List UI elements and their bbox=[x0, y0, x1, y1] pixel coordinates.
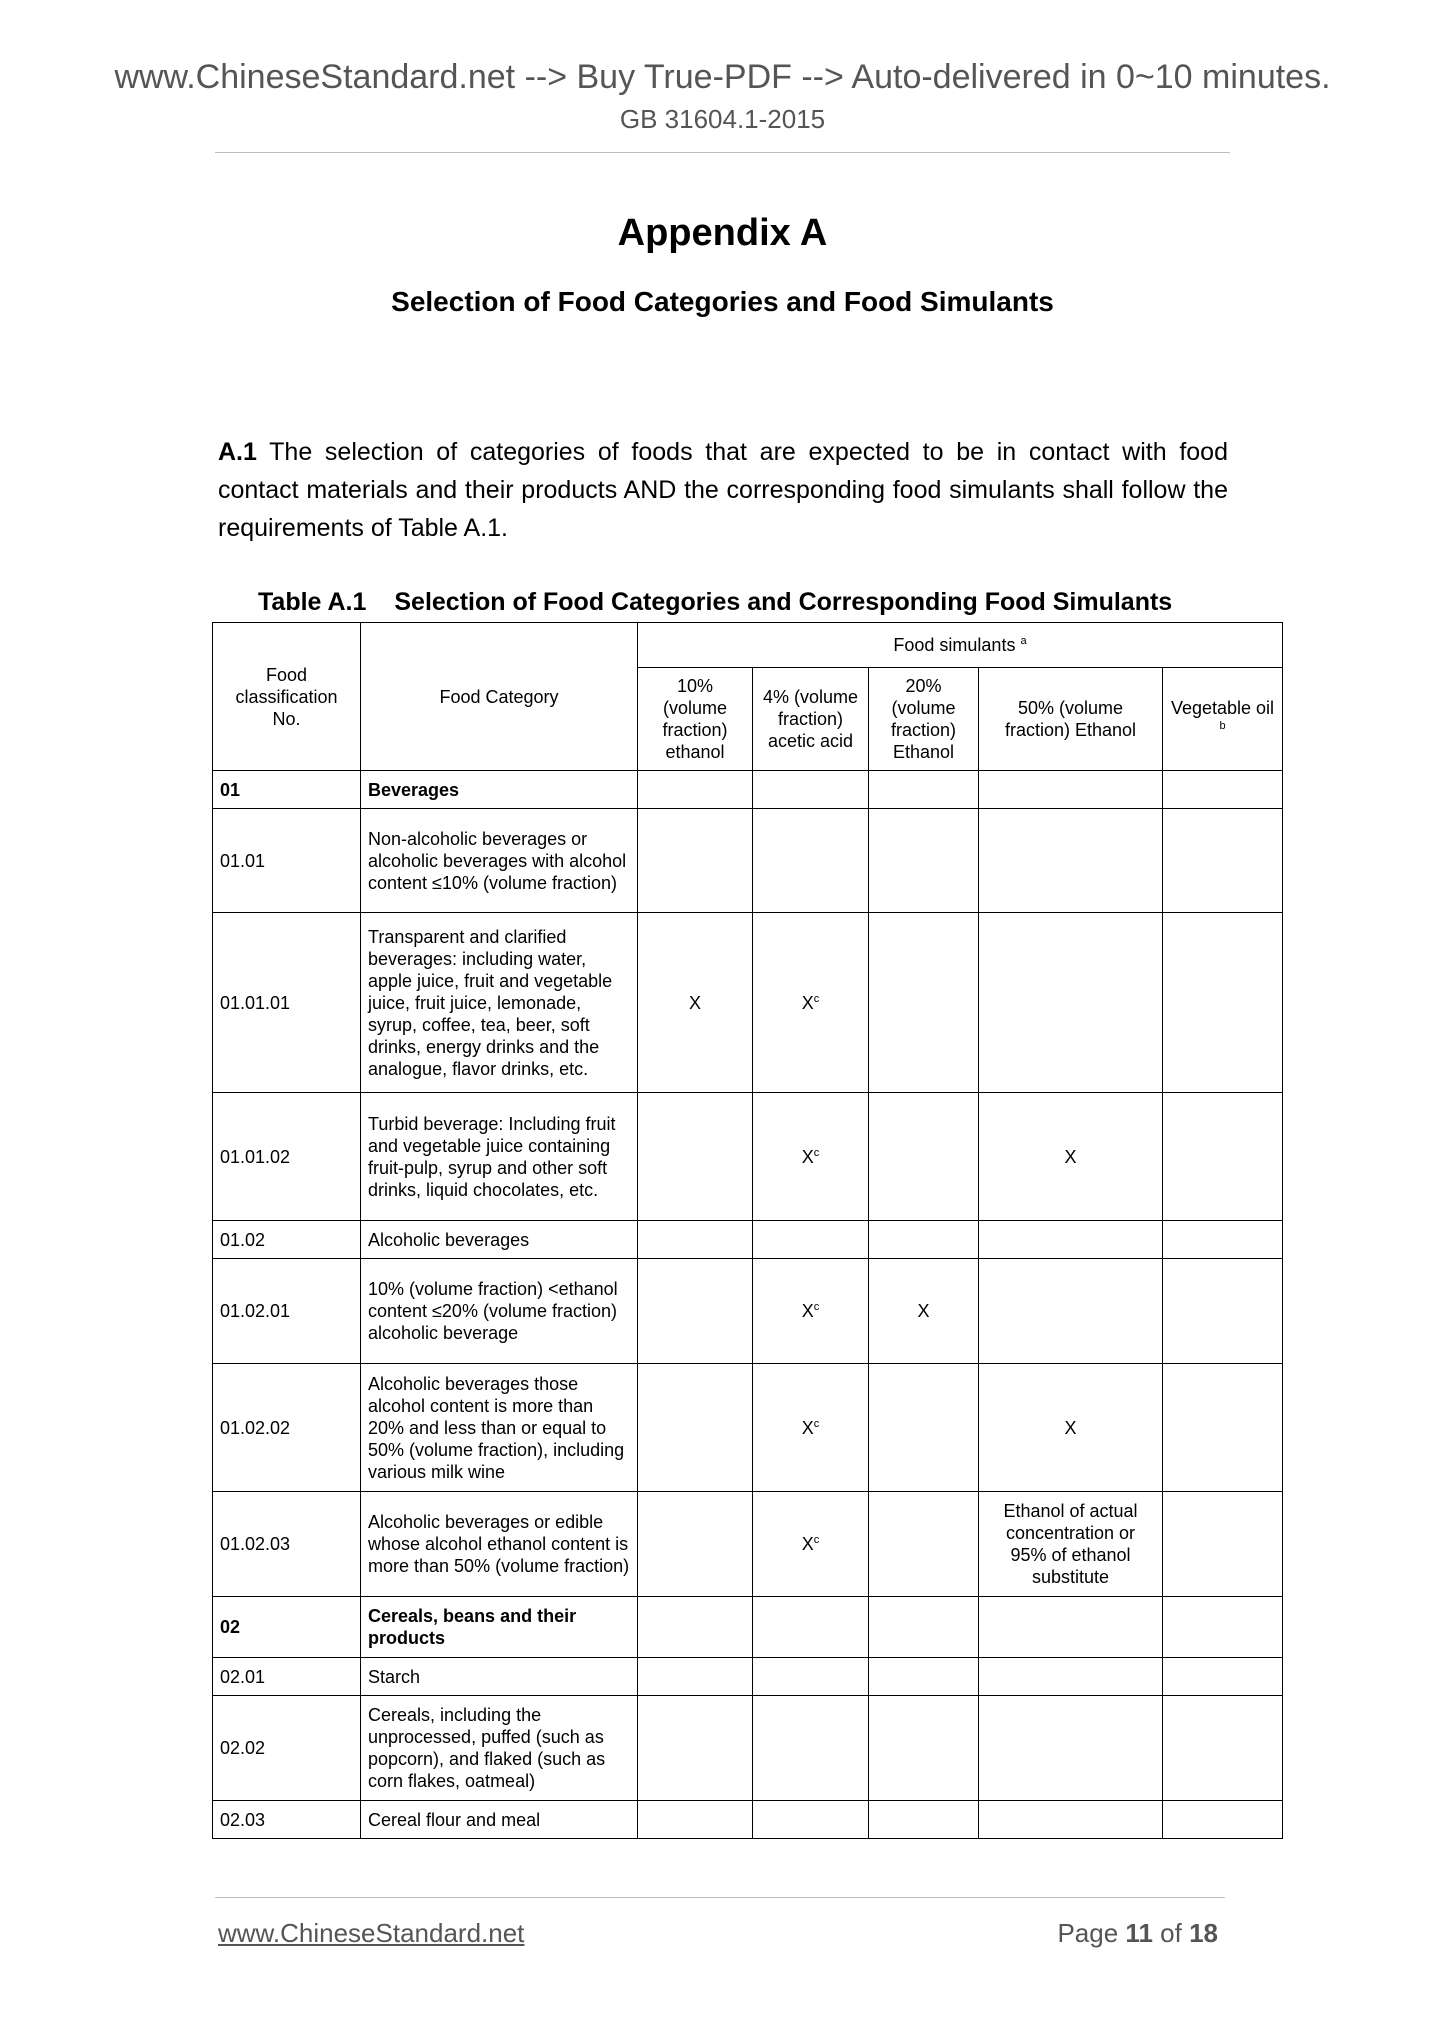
row-sim-ethanol-50 bbox=[979, 809, 1163, 913]
table-title: Selection of Food Categories and Corresponding Food Simulants bbox=[394, 588, 1173, 616]
table-row bbox=[213, 1221, 1283, 1259]
table-row bbox=[213, 1696, 1283, 1801]
row-sim-vegetable-oil bbox=[1163, 1658, 1283, 1696]
row-class-no: 01.02.02 bbox=[213, 1364, 361, 1492]
header-banner: www.ChineseStandard.net --> Buy True-PDF --> Auto-delivered in 0~10 minutes. bbox=[114, 58, 1331, 96]
row-sim-vegetable-oil bbox=[1163, 1364, 1283, 1492]
row-sim-vegetable-oil bbox=[1163, 809, 1283, 913]
header-class-no: Food classification No. bbox=[213, 623, 361, 771]
row-sim-vegetable-oil bbox=[1163, 1597, 1283, 1658]
row-sim-ethanol-50 bbox=[979, 1259, 1163, 1364]
footnote-marker: c bbox=[813, 992, 820, 1005]
row-sim-ethanol-20 bbox=[869, 809, 979, 913]
row-sim-ethanol-10 bbox=[638, 1696, 753, 1801]
row-category: Non-alcoholic beverages or alcoholic beverages with alcohol content ≤10% (volume fraction) bbox=[361, 809, 638, 913]
row-sim-ethanol-10: X bbox=[638, 913, 753, 1093]
footnote-marker: c bbox=[813, 1417, 820, 1430]
row-category: Alcoholic beverages those alcohol content is more than 20% and less than or equal to 50% (volume fraction), including various milk wine bbox=[361, 1364, 638, 1492]
row-sim-ethanol-20 bbox=[869, 1696, 979, 1801]
clause-number: A.1 bbox=[218, 438, 257, 466]
table-row bbox=[213, 913, 1283, 1093]
row-sim-ethanol-10 bbox=[638, 1364, 753, 1492]
row-sim-vegetable-oil bbox=[1163, 1801, 1283, 1839]
row-sim-acetic-acid-4 bbox=[753, 913, 869, 1093]
row-sim-ethanol-10 bbox=[638, 1221, 753, 1259]
row-sim-ethanol-10 bbox=[638, 1492, 753, 1597]
header-food-simulants bbox=[638, 623, 1283, 668]
row-sim-ethanol-50 bbox=[979, 1696, 1163, 1801]
table-number: Table A.1 bbox=[258, 588, 367, 616]
row-category: Alcoholic beverages bbox=[361, 1221, 638, 1259]
header-sim-ethanol-10: 10% (volume fraction) ethanol bbox=[638, 668, 753, 771]
header-sim-vegetable-oil-label: Vegetable oil bbox=[1170, 698, 1275, 718]
food-simulants-table bbox=[212, 622, 1283, 1839]
header-sim-acetic-acid-4: 4% (volume fraction) acetic acid bbox=[753, 668, 869, 771]
row-category: Cereals, including the unprocessed, puffed (such as popcorn), and flaked (such as corn flakes, oatmeal) bbox=[361, 1696, 638, 1801]
clause-a1 bbox=[218, 433, 1228, 547]
mark-x: X bbox=[801, 992, 814, 1013]
row-sim-ethanol-20 bbox=[869, 1492, 979, 1597]
table-row bbox=[213, 771, 1283, 809]
row-sim-acetic-acid-4 bbox=[753, 1658, 869, 1696]
table-caption bbox=[258, 588, 1258, 617]
mark-x: X bbox=[801, 1146, 814, 1167]
header-sim-vegetable-oil bbox=[1163, 668, 1283, 771]
table-header-row bbox=[213, 623, 1283, 668]
clause-text: The selection of categories of foods that are expected to be in contact with food contact materials and their products AND the corresponding food simulants shall follow the requirements of Table A.1. bbox=[218, 438, 1228, 542]
row-sim-vegetable-oil bbox=[1163, 1696, 1283, 1801]
row-class-no: 01.02.01 bbox=[213, 1259, 361, 1364]
row-class-no: 01.02.03 bbox=[213, 1492, 361, 1597]
header-divider bbox=[215, 152, 1230, 153]
footnote-marker: c bbox=[813, 1534, 820, 1546]
row-class-no: 02.01 bbox=[213, 1658, 361, 1696]
row-sim-ethanol-50: X bbox=[979, 1093, 1163, 1221]
row-sim-acetic-acid-4 bbox=[753, 809, 869, 913]
row-sim-vegetable-oil bbox=[1163, 913, 1283, 1093]
mark-x: X bbox=[801, 1301, 814, 1321]
row-category: 10% (volume fraction) <ethanol content ≤20% (volume fraction) alcoholic beverage bbox=[361, 1259, 638, 1364]
row-class-no: 01 bbox=[213, 771, 361, 809]
row-sim-ethanol-50: Ethanol of actual concentration or 95% of ethanol substitute bbox=[979, 1492, 1163, 1597]
table-row bbox=[213, 1492, 1283, 1597]
standard-number: GB 31604.1-2015 bbox=[619, 104, 826, 134]
row-sim-acetic-acid-4 bbox=[753, 771, 869, 809]
table-row bbox=[213, 1259, 1283, 1364]
table-row bbox=[213, 1093, 1283, 1221]
row-category: Cereal flour and meal bbox=[361, 1801, 638, 1839]
row-sim-vegetable-oil bbox=[1163, 771, 1283, 809]
row-sim-ethanol-10 bbox=[638, 1597, 753, 1658]
table-row bbox=[213, 809, 1283, 913]
row-sim-acetic-acid-4 bbox=[753, 1801, 869, 1839]
row-class-no: 01.01 bbox=[213, 809, 361, 913]
row-sim-ethanol-10 bbox=[638, 771, 753, 809]
header-sim-ethanol-50: 50% (volume fraction) Ethanol bbox=[979, 668, 1163, 771]
row-category: Transparent and clarified beverages: including water, apple juice, fruit and vegetable juice, fruit juice, lemonade, syrup, coffee, tea, beer, soft drinks, energy drinks and the analogue, flavor drinks, etc. bbox=[361, 913, 638, 1093]
row-class-no: 01.02 bbox=[213, 1221, 361, 1259]
row-sim-ethanol-50 bbox=[979, 771, 1163, 809]
page-indicator bbox=[1057, 1918, 1218, 1949]
row-sim-ethanol-20 bbox=[869, 913, 979, 1093]
row-sim-acetic-acid-4 bbox=[753, 1696, 869, 1801]
page-current: 11 bbox=[1125, 1918, 1153, 1948]
row-category: Beverages bbox=[361, 771, 638, 809]
footnote-marker: b bbox=[1219, 720, 1226, 732]
table-row bbox=[213, 1364, 1283, 1492]
row-sim-ethanol-50 bbox=[979, 1658, 1163, 1696]
row-sim-ethanol-20 bbox=[869, 1364, 979, 1492]
row-sim-vegetable-oil bbox=[1163, 1093, 1283, 1221]
row-sim-ethanol-20 bbox=[869, 1801, 979, 1839]
row-sim-ethanol-20 bbox=[869, 1597, 979, 1658]
row-class-no: 01.01.01 bbox=[213, 913, 361, 1093]
row-sim-vegetable-oil bbox=[1163, 1259, 1283, 1364]
row-sim-ethanol-20 bbox=[869, 1658, 979, 1696]
row-category: Alcoholic beverages or edible whose alcohol ethanol content is more than 50% (volume fraction) bbox=[361, 1492, 638, 1597]
page-of: of bbox=[1160, 1918, 1182, 1948]
footer-website-link[interactable]: www.ChineseStandard.net bbox=[218, 1918, 525, 1948]
footer-divider bbox=[215, 1897, 1225, 1898]
row-sim-ethanol-10 bbox=[638, 809, 753, 913]
row-sim-ethanol-50 bbox=[979, 1801, 1163, 1839]
page-total: 18 bbox=[1189, 1918, 1218, 1948]
appendix-title: Appendix A bbox=[617, 212, 828, 254]
row-sim-ethanol-50: X bbox=[979, 1364, 1163, 1492]
header-food-category: Food Category bbox=[361, 623, 638, 771]
footnote-marker: c bbox=[813, 1301, 820, 1313]
row-sim-acetic-acid-4 bbox=[753, 1364, 869, 1492]
row-sim-acetic-acid-4 bbox=[753, 1597, 869, 1658]
row-sim-ethanol-20: X bbox=[869, 1259, 979, 1364]
row-sim-ethanol-50 bbox=[979, 1597, 1163, 1658]
row-sim-ethanol-10 bbox=[638, 1259, 753, 1364]
table-row bbox=[213, 1658, 1283, 1696]
mark-x: X bbox=[801, 1534, 814, 1554]
row-class-no: 01.01.02 bbox=[213, 1093, 361, 1221]
row-sim-acetic-acid-4 bbox=[753, 1259, 869, 1364]
footnote-marker: c bbox=[813, 1146, 820, 1159]
table-row bbox=[213, 1801, 1283, 1839]
row-sim-ethanol-50 bbox=[979, 1221, 1163, 1259]
header-food-simulants-label: Food simulants bbox=[893, 635, 1016, 655]
row-sim-ethanol-10 bbox=[638, 1801, 753, 1839]
row-sim-ethanol-20 bbox=[869, 1093, 979, 1221]
row-sim-ethanol-10 bbox=[638, 1658, 753, 1696]
row-sim-acetic-acid-4 bbox=[753, 1221, 869, 1259]
row-sim-ethanol-50 bbox=[979, 913, 1163, 1093]
row-class-no: 02.03 bbox=[213, 1801, 361, 1839]
appendix-subtitle: Selection of Food Categories and Food Simulants bbox=[391, 286, 1054, 317]
table-row bbox=[213, 1597, 1283, 1658]
row-class-no: 02.02 bbox=[213, 1696, 361, 1801]
row-category: Cereals, beans and their products bbox=[361, 1597, 638, 1658]
row-sim-vegetable-oil bbox=[1163, 1221, 1283, 1259]
row-category: Starch bbox=[361, 1658, 638, 1696]
row-sim-ethanol-20 bbox=[869, 1221, 979, 1259]
row-sim-acetic-acid-4 bbox=[753, 1093, 869, 1221]
mark-x: X bbox=[801, 1417, 814, 1438]
row-sim-ethanol-20 bbox=[869, 771, 979, 809]
header-sim-ethanol-20: 20% (volume fraction) Ethanol bbox=[869, 668, 979, 771]
row-sim-acetic-acid-4 bbox=[753, 1492, 869, 1597]
row-category: Turbid beverage: Including fruit and vegetable juice containing fruit-pulp, syrup and other soft drinks, liquid chocolates, etc. bbox=[361, 1093, 638, 1221]
page-word: Page bbox=[1057, 1918, 1119, 1948]
row-class-no: 02 bbox=[213, 1597, 361, 1658]
footnote-marker: a bbox=[1020, 635, 1027, 647]
row-sim-ethanol-10 bbox=[638, 1093, 753, 1221]
row-sim-vegetable-oil bbox=[1163, 1492, 1283, 1597]
